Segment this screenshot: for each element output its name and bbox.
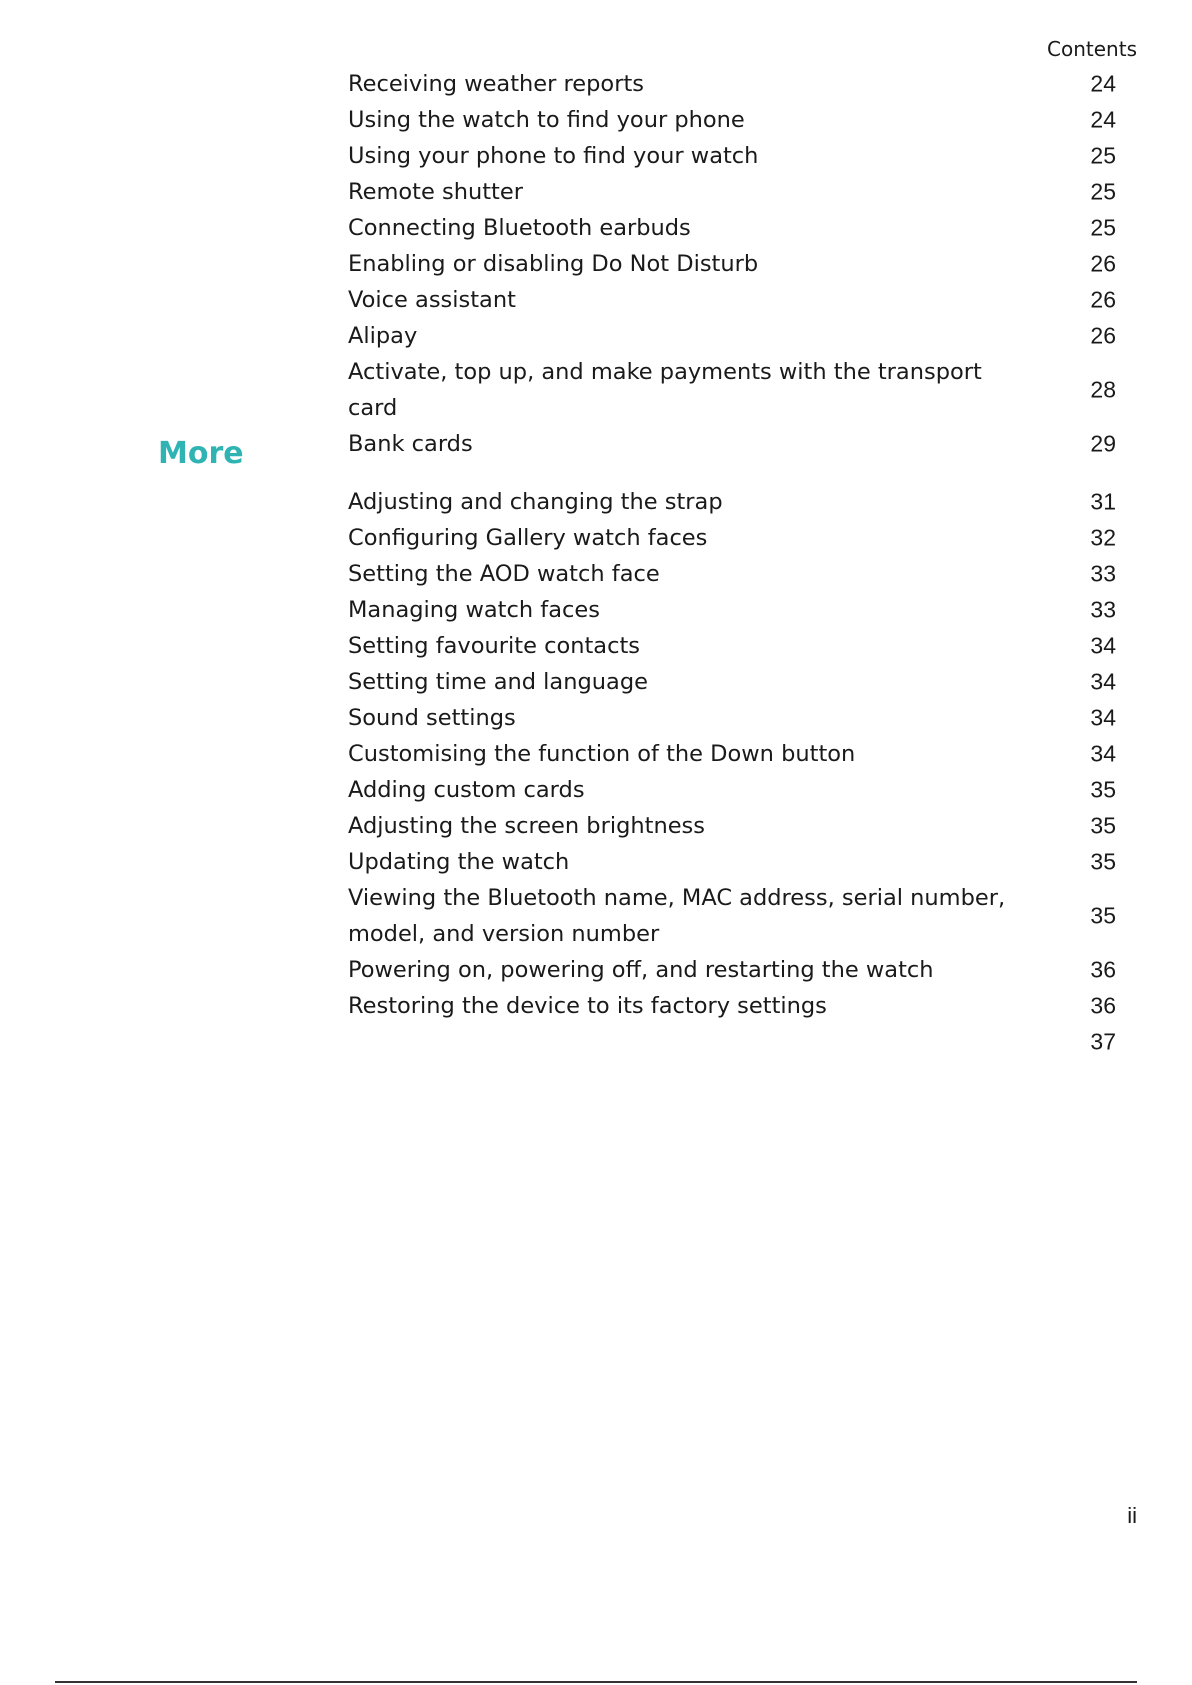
toc-entry[interactable] xyxy=(348,700,1130,736)
toc-entry-page: 34 xyxy=(1090,704,1116,731)
toc-entry[interactable] xyxy=(348,354,1130,426)
toc-entry-title: Remote shutter xyxy=(348,179,523,205)
toc-entry-page: 35 xyxy=(1090,776,1116,803)
toc-entry-title: Adding custom cards xyxy=(348,777,585,803)
toc-list-section-1 xyxy=(348,66,1130,462)
toc-entry-page: 35 xyxy=(1090,848,1116,875)
bottom-divider xyxy=(55,1681,1137,1683)
toc-entry[interactable] xyxy=(348,102,1130,138)
toc-entry[interactable] xyxy=(348,664,1130,700)
toc-entry-title: Using the watch to find your phone xyxy=(348,107,745,133)
toc-entry-page: 31 xyxy=(1090,488,1116,515)
toc-entry[interactable] xyxy=(348,1024,1130,1060)
toc-entry-title: Bank cards xyxy=(348,431,473,457)
toc-entry-page: 35 xyxy=(1090,812,1116,839)
toc-entry-page: 28 xyxy=(1090,376,1116,403)
toc-entry-page: 36 xyxy=(1090,992,1116,1019)
toc-entry-page: 26 xyxy=(1090,286,1116,313)
toc-entry-title: Using your phone to find your watch xyxy=(348,143,759,169)
toc-entry-title: Setting the AOD watch face xyxy=(348,561,660,587)
toc-entry-title: Voice assistant xyxy=(348,287,516,313)
toc-entry[interactable] xyxy=(348,174,1130,210)
toc-entry[interactable] xyxy=(348,844,1130,880)
toc-entry-title: Receiving weather reports xyxy=(348,71,644,97)
footer-page-number: ii xyxy=(1127,1503,1137,1528)
toc-entry-title: Alipay xyxy=(348,323,418,349)
toc-entry-title: Configuring Gallery watch faces xyxy=(348,525,708,551)
toc-entry[interactable] xyxy=(348,880,1130,952)
toc-entry[interactable] xyxy=(348,988,1130,1024)
toc-entry-page: 25 xyxy=(1090,142,1116,169)
toc-list-section-more xyxy=(348,484,1130,1060)
toc-entry-title: Customising the function of the Down button xyxy=(348,741,856,767)
toc-entry[interactable] xyxy=(348,210,1130,246)
toc-entry-title: Managing watch faces xyxy=(348,597,600,623)
toc-entry[interactable] xyxy=(348,808,1130,844)
running-header-title: Contents xyxy=(1047,37,1137,61)
toc-entry-page: 26 xyxy=(1090,250,1116,277)
toc-entry-page: 37 xyxy=(1090,1028,1116,1055)
toc-entry-page: 25 xyxy=(1090,178,1116,205)
toc-entry[interactable] xyxy=(348,282,1130,318)
toc-entry-title: Setting time and language xyxy=(348,669,648,695)
toc-entry[interactable] xyxy=(348,426,1130,462)
toc-entry-page: 26 xyxy=(1090,322,1116,349)
toc-entry-title: Enabling or disabling Do Not Disturb xyxy=(348,251,759,277)
toc-entry-title: Updating the watch xyxy=(348,849,570,875)
toc-entry[interactable] xyxy=(348,484,1130,520)
toc-entry[interactable] xyxy=(348,66,1130,102)
toc-entry[interactable] xyxy=(348,736,1130,772)
toc-entry[interactable] xyxy=(348,952,1130,988)
toc-entry-page: 36 xyxy=(1090,956,1116,983)
toc-entry[interactable] xyxy=(348,520,1130,556)
toc-entry-page: 25 xyxy=(1090,214,1116,241)
toc-entry-title: Activate, top up, and make payments with the transport card xyxy=(348,359,982,421)
toc-entry-page: 32 xyxy=(1090,524,1116,551)
toc-entry[interactable] xyxy=(348,592,1130,628)
toc-entry-title: Adjusting and changing the strap xyxy=(348,489,723,515)
toc-entry-title: Viewing the Bluetooth name, MAC address, serial number, model, and version number xyxy=(348,885,1006,947)
toc-entry-page: 34 xyxy=(1090,668,1116,695)
toc-entry-page: 34 xyxy=(1090,632,1116,659)
toc-entry-page: 29 xyxy=(1090,430,1116,457)
toc-entry[interactable] xyxy=(348,246,1130,282)
toc-entry-page: 34 xyxy=(1090,740,1116,767)
toc-entry-title: Setting favourite contacts xyxy=(348,633,641,659)
toc-entry-page: 33 xyxy=(1090,560,1116,587)
toc-entry-title: Adjusting the screen brightness xyxy=(348,813,706,839)
toc-entry[interactable] xyxy=(348,138,1130,174)
section-heading-more[interactable]: More xyxy=(158,436,244,471)
toc-entry[interactable] xyxy=(348,772,1130,808)
toc-entry-title: Connecting Bluetooth earbuds xyxy=(348,215,691,241)
toc-entry-title: Sound settings xyxy=(348,705,516,731)
toc-entry-page: 35 xyxy=(1090,902,1116,929)
toc-entry-page: 24 xyxy=(1090,70,1116,97)
toc-entry[interactable] xyxy=(348,628,1130,664)
toc-entry-title: Powering on, powering off, and restarting the watch xyxy=(348,957,934,983)
toc-entry[interactable] xyxy=(348,318,1130,354)
toc-entry-title xyxy=(348,1024,1028,1060)
toc-entry-title: Restoring the device to its factory settings xyxy=(348,993,827,1019)
toc-entry-page: 24 xyxy=(1090,106,1116,133)
toc-entry[interactable] xyxy=(348,556,1130,592)
toc-entry-page: 33 xyxy=(1090,596,1116,623)
